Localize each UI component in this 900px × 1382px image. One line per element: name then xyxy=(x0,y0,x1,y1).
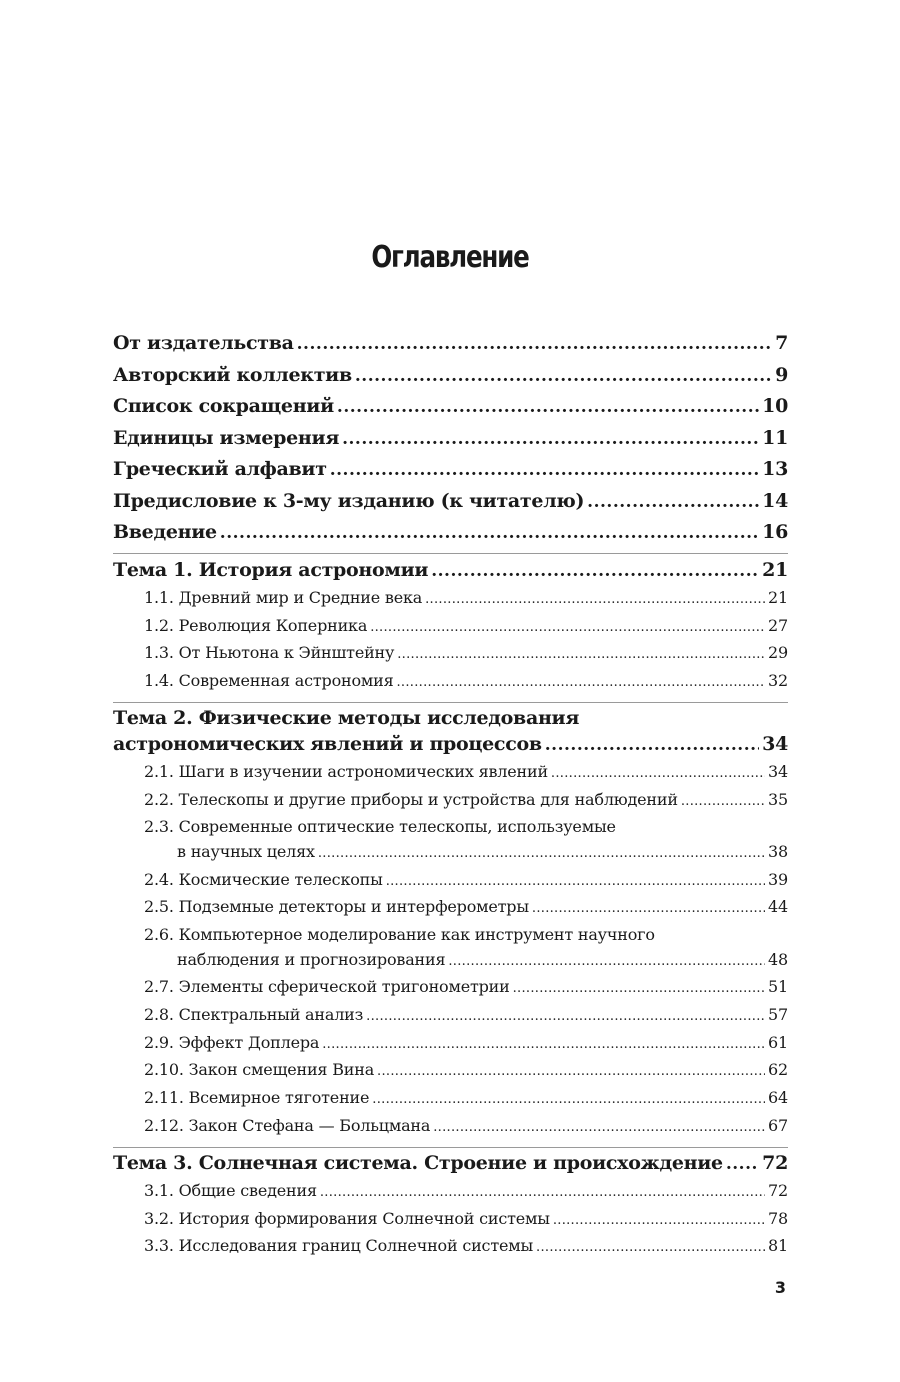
toc-entry[interactable] xyxy=(113,364,788,386)
toc-subentry[interactable] xyxy=(113,790,788,809)
toc-chapter[interactable] xyxy=(113,733,788,755)
toc-entry-title: Греческий алфавит xyxy=(113,458,327,480)
toc-entry-title: 2.7. Элементы сферической тригонометрии xyxy=(144,977,510,996)
leader-dots xyxy=(513,981,765,996)
leader-dots xyxy=(322,1037,765,1052)
toc-entry-title: Авторский коллектив xyxy=(113,364,352,386)
leader-dots xyxy=(431,561,759,581)
toc-entry-page: 34 xyxy=(768,762,788,781)
toc-entry-page: 38 xyxy=(768,842,788,861)
toc-subentry[interactable] xyxy=(113,762,788,781)
leader-dots xyxy=(318,846,765,861)
toc-entry-title: 2.2. Телескопы и другие приборы и устройства для наблюдений xyxy=(144,790,678,809)
leader-dots xyxy=(355,366,772,386)
toc-entry[interactable] xyxy=(113,458,788,480)
toc-entry-page: 35 xyxy=(768,790,788,809)
toc-entry[interactable] xyxy=(113,427,788,449)
toc-entry-page: 10 xyxy=(762,395,788,417)
toc-subentry[interactable] xyxy=(113,950,788,969)
toc-entry-page: 9 xyxy=(775,364,788,386)
toc-entry-page: 72 xyxy=(768,1181,788,1200)
toc-entry-title: астрономических явлений и процессов xyxy=(113,733,542,755)
leader-dots xyxy=(587,492,759,512)
leader-dots xyxy=(536,1240,765,1255)
toc-entry-title: 3.2. История формирования Солнечной системы xyxy=(144,1209,550,1228)
toc-entry-page: 64 xyxy=(768,1088,788,1107)
toc-subentry[interactable] xyxy=(113,616,788,635)
toc-entry[interactable] xyxy=(113,332,788,354)
leader-dots xyxy=(433,1120,765,1135)
toc-subentry[interactable] xyxy=(113,643,788,662)
toc-entry-title: Список сокращений xyxy=(113,395,334,417)
toc-entry-page: 57 xyxy=(768,1005,788,1024)
leader-dots xyxy=(377,1064,765,1079)
page-number: 3 xyxy=(774,1278,786,1297)
toc-entry-page: 29 xyxy=(768,643,788,662)
toc-subentry[interactable] xyxy=(113,897,788,916)
toc-entry-title: 1.3. От Ньютона к Эйнштейну xyxy=(144,643,395,662)
leader-dots xyxy=(330,460,759,480)
toc-entry[interactable] xyxy=(113,521,788,543)
page-title: Оглавление xyxy=(371,240,529,275)
toc-entry-title: 2.9. Эффект Доплера xyxy=(144,1033,320,1052)
toc-entry-title: 3.1. Общие сведения xyxy=(144,1181,317,1200)
toc-entry-title: Введение xyxy=(113,521,217,543)
toc-subentry[interactable] xyxy=(113,1033,788,1052)
toc-subentry-line: 2.3. Современные оптические телескопы, используемые xyxy=(144,817,616,836)
toc-entry[interactable] xyxy=(113,395,788,417)
toc-entry-page: 51 xyxy=(768,977,788,996)
leader-dots xyxy=(370,620,765,635)
toc-entry-page: 78 xyxy=(768,1209,788,1228)
toc-entry-title: в научных целях xyxy=(177,842,315,861)
toc-entry-page: 16 xyxy=(762,521,788,543)
leader-dots xyxy=(545,735,759,755)
leader-dots xyxy=(397,675,766,690)
toc-entry-page: 67 xyxy=(768,1116,788,1135)
leader-dots xyxy=(553,1213,765,1228)
toc-chapter[interactable] xyxy=(113,559,788,581)
toc-entry-title: 2.5. Подземные детекторы и интерферометры xyxy=(144,897,529,916)
toc-entry-page: 11 xyxy=(762,427,788,449)
toc-subentry[interactable] xyxy=(113,671,788,690)
leader-dots xyxy=(386,874,765,889)
toc-entry-title: наблюдения и прогнозирования xyxy=(177,950,446,969)
toc-entry-page: 62 xyxy=(768,1060,788,1079)
toc-subentry[interactable] xyxy=(113,1060,788,1079)
toc-entry-page: 32 xyxy=(768,671,788,690)
toc-entry-title: Предисловие к 3-му изданию (к читателю) xyxy=(113,490,585,512)
toc-subentry[interactable] xyxy=(113,1116,788,1135)
section-divider xyxy=(113,1147,788,1148)
toc-entry-title: 3.3. Исследования границ Солнечной системы xyxy=(144,1236,534,1255)
leader-dots xyxy=(726,1154,759,1174)
toc-entry-title: Тема 3. Солнечная система. Строение и происхождение xyxy=(113,1152,723,1174)
toc-entry-title: Единицы измерения xyxy=(113,427,340,449)
leader-dots xyxy=(342,429,759,449)
section-divider xyxy=(113,702,788,703)
toc-entry-title: 2.1. Шаги в изучении астрономических явлений xyxy=(144,762,548,781)
toc-entry-page: 21 xyxy=(762,559,788,581)
toc-entry-page: 44 xyxy=(768,897,788,916)
toc-entry-page: 27 xyxy=(768,616,788,635)
toc-entry-title: 2.11. Всемирное тяготение xyxy=(144,1088,370,1107)
leader-dots xyxy=(372,1092,765,1107)
leader-dots xyxy=(425,592,765,607)
toc-entry-title: 2.8. Спектральный анализ xyxy=(144,1005,364,1024)
leader-dots xyxy=(366,1009,765,1024)
toc-entry-title: От издательства xyxy=(113,332,294,354)
toc-entry-title: 2.10. Закон смещения Вина xyxy=(144,1060,375,1079)
toc-subentry[interactable] xyxy=(113,842,788,861)
toc-entry-page: 48 xyxy=(768,950,788,969)
toc-entry-title: 1.2. Революция Коперника xyxy=(144,616,368,635)
toc-subentry[interactable] xyxy=(113,1209,788,1228)
toc-entry-page: 21 xyxy=(768,588,788,607)
section-divider xyxy=(113,553,788,554)
toc-entry-page: 7 xyxy=(775,332,788,354)
toc-entry-page: 13 xyxy=(762,458,788,480)
toc-entry-title: 1.1. Древний мир и Средние века xyxy=(144,588,423,607)
toc-subentry[interactable] xyxy=(113,977,788,996)
toc-subentry[interactable] xyxy=(113,1181,788,1200)
leader-dots xyxy=(448,954,765,969)
leader-dots xyxy=(681,794,765,809)
leader-dots xyxy=(337,397,759,417)
leader-dots xyxy=(320,1185,765,1200)
toc-entry-page: 81 xyxy=(768,1236,788,1255)
toc-entry-title: 2.4. Космические телескопы xyxy=(144,870,383,889)
toc-entry-page: 34 xyxy=(762,733,788,755)
toc-entry-title: Тема 1. История астрономии xyxy=(113,559,429,581)
toc-subentry[interactable] xyxy=(113,1005,788,1024)
toc-entry-title: 2.12. Закон Стефана — Больцмана xyxy=(144,1116,431,1135)
toc-subentry[interactable] xyxy=(113,1088,788,1107)
toc-chapter-line: Тема 2. Физические методы исследования xyxy=(113,707,580,729)
toc-subentry[interactable] xyxy=(113,1236,788,1255)
toc-subentry[interactable] xyxy=(113,588,788,607)
toc-entry[interactable] xyxy=(113,490,788,512)
leader-dots xyxy=(297,334,772,354)
toc-entry-page: 39 xyxy=(768,870,788,889)
leader-dots xyxy=(532,901,765,916)
leader-dots xyxy=(551,766,765,781)
toc-chapter[interactable] xyxy=(113,1152,788,1174)
toc-entry-page: 14 xyxy=(762,490,788,512)
leader-dots xyxy=(220,523,759,543)
toc-entry-page: 61 xyxy=(768,1033,788,1052)
toc-subentry-line: 2.6. Компьютерное моделирование как инструмент научного xyxy=(144,925,655,944)
toc-entry-page: 72 xyxy=(762,1152,788,1174)
leader-dots xyxy=(397,647,765,662)
toc-entry-title: 1.4. Современная астрономия xyxy=(144,671,394,690)
toc-subentry[interactable] xyxy=(113,870,788,889)
